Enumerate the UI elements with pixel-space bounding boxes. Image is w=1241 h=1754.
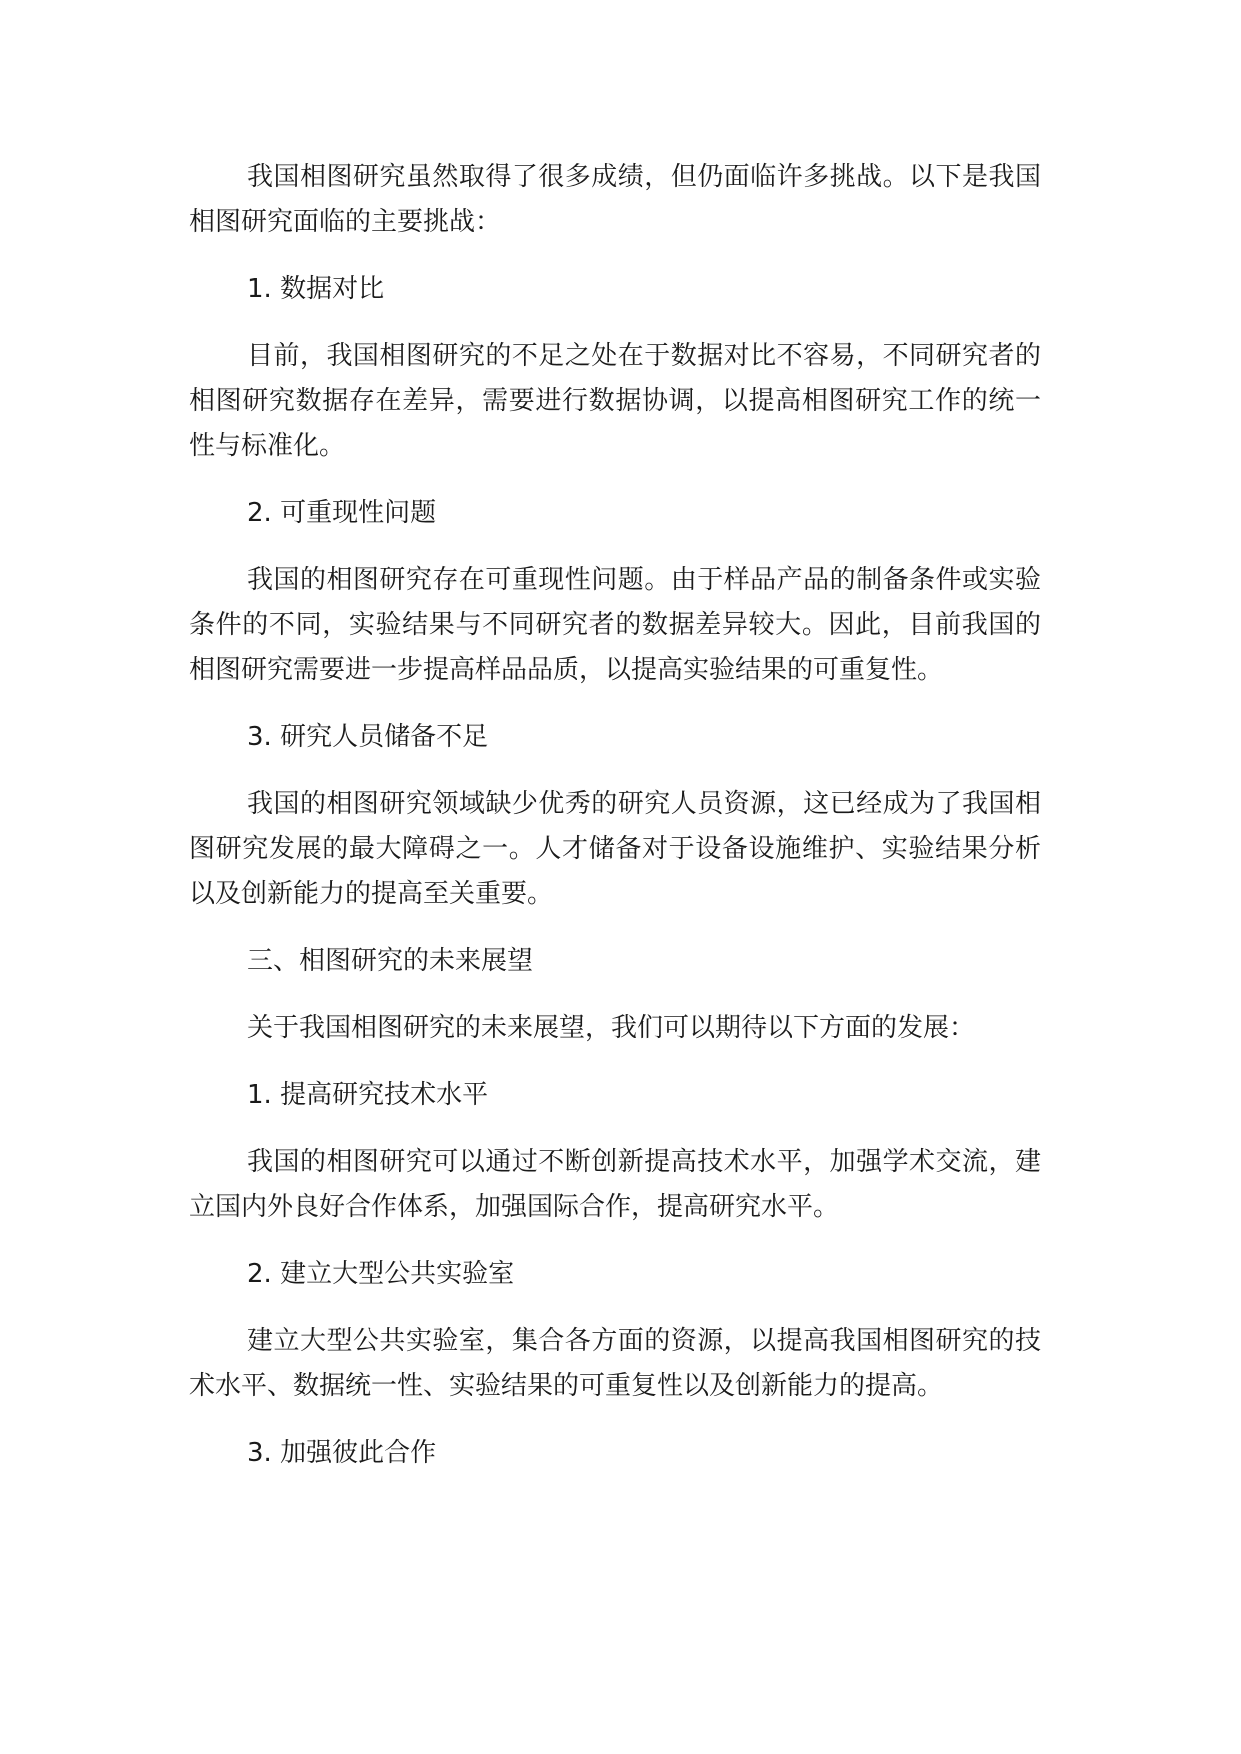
paragraph-future-outlook: 关于我国相图研究的未来展望，我们可以期待以下方面的发展： (247, 1013, 976, 1043)
document-body (189, 155, 1041, 1476)
paragraph-public-laboratory: 建立大型公共实验室，集合各方面的资源，以提高我国相图研究的技术水平、数据统一性、实验结果的可重复性以及创新能力的提高。 (189, 1326, 1041, 1401)
heading-cooperation: 3. 加强彼此合作 (247, 1438, 437, 1468)
heading-improve-technology: 1. 提高研究技术水平 (247, 1080, 489, 1110)
paragraph-data-comparison: 目前，我国相图研究的不足之处在于数据对比不容易，不同研究者的相图研究数据存在差异，需要进行数据协调，以提高相图研究工作的统一性与标准化。 (189, 341, 1041, 461)
heading-reproducibility: 2. 可重现性问题 (247, 498, 437, 528)
heading-data-comparison: 1. 数据对比 (247, 274, 385, 304)
paragraph-intro: 我国相图研究虽然取得了很多成绩，但仍面临许多挑战。以下是我国相图研究面临的主要挑战： (189, 162, 1041, 237)
heading-public-laboratory: 2. 建立大型公共实验室 (247, 1259, 515, 1289)
paragraph-reproducibility: 我国的相图研究存在可重现性问题。由于样品产品的制备条件或实验条件的不同，实验结果与不同研究者的数据差异较大。因此，目前我国的相图研究需要进一步提高样品品质，以提高实验结果的可重复性。 (189, 565, 1041, 685)
section-heading-future-outlook: 三、相图研究的未来展望 (247, 946, 534, 976)
heading-talent-shortage: 3. 研究人员储备不足 (247, 722, 489, 752)
paragraph-talent-shortage: 我国的相图研究领域缺少优秀的研究人员资源，这已经成为了我国相图研究发展的最大障碍之一。人才储备对于设备设施维护、实验结果分析以及创新能力的提高至关重要。 (189, 789, 1041, 909)
paragraph-improve-technology: 我国的相图研究可以通过不断创新提高技术水平，加强学术交流，建立国内外良好合作体系，加强国际合作，提高研究水平。 (189, 1147, 1041, 1222)
